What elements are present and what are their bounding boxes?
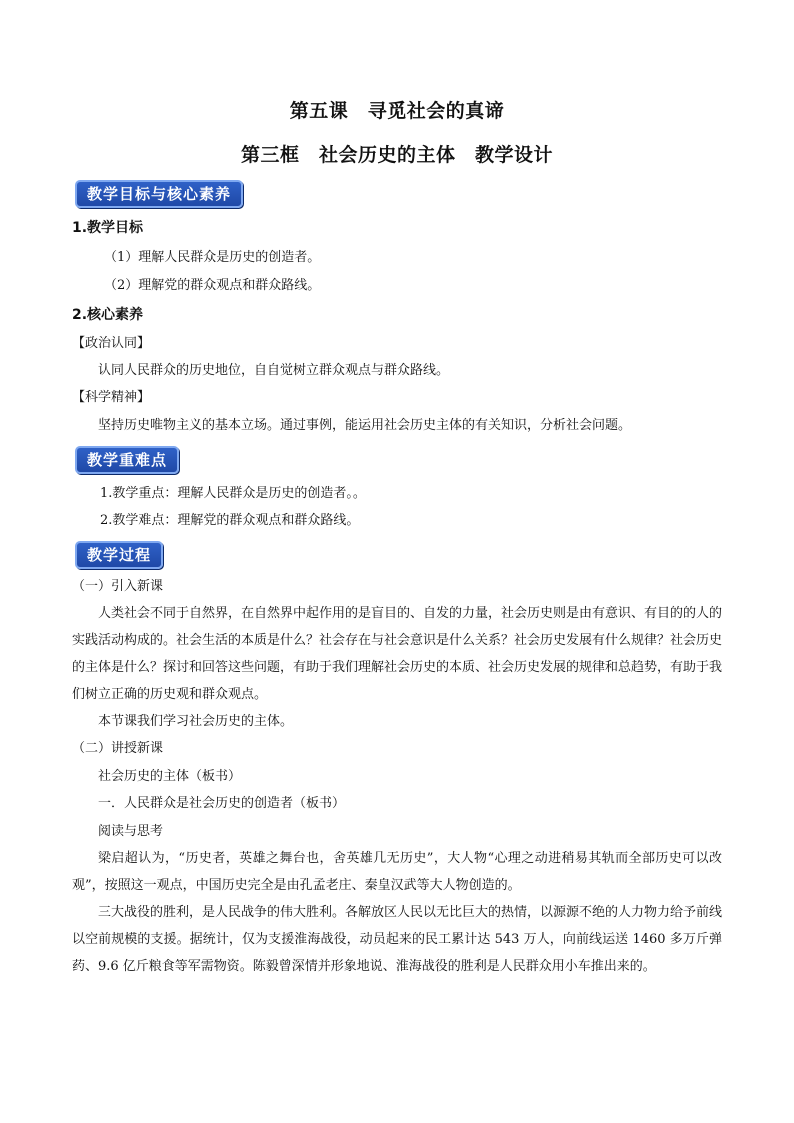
keypoint-1: 1.教学重点：理解人民群众是历史的创造者。。 [100,486,366,501]
board-title: 社会历史的主体（板书） [98,769,242,784]
political-identity-text: 认同人民群众的历史地位，自自觉树立群众观点与群众路线。 [98,363,450,378]
document-subtitle: 第三框 社会历史的主体 教学设计 [240,144,553,166]
new-lesson-heading: （二）讲授新课 [72,741,164,756]
intro-paragraph-2: 本节课我们学习社会历史的主体。 [98,714,294,729]
section-banner-process: 教学过程 [75,541,163,569]
literacy-heading: 2.核心素养 [72,307,144,323]
section-banner-keypoints: 教学重难点 [75,446,179,474]
keypoint-2: 2.教学难点：理解党的群众观点和群众路线。 [100,513,360,528]
document-title: 第五课 寻觅社会的真谛 [289,100,505,122]
goal-item-2: （2）理解党的群众观点和群众路线。 [104,278,321,293]
goals-heading: 1.教学目标 [72,220,144,236]
liang-qichao-paragraph: 梁启超认为，“历史者，英雄之舞台也，舍英雄几无历史”，大人物“心理之动进稍易其轨而全部历史可以改观”，按照这一观点，中国历史完全是由孔孟老庄、秦皇汉武等大人物创造的。 [72,851,722,893]
scientific-spirit-text: 坚持历史唯物主义的基本立场。通过事例，能运用社会历史主体的有关知识，分析社会问题。 [98,418,632,433]
political-identity-label: 【政治认同】 [72,336,151,351]
three-battles-paragraph: 三大战役的胜利，是人民战争的伟大胜利。各解放区人民以无比巨大的热情，以源源不绝的人力物力给予前线以空前规模的支援。据统计，仅为支援淮海战役，动员起来的民工累计达 543 万人，向前线运送 1460 多万斤弹药、9.6 亿斤粮食等军需物资。陈毅曾深情并形象地说、淮海战役的胜利是人民群众用小车推出来的。 [72,905,723,974]
intro-paragraph: 人类社会不同于自然界，在自然界中起作用的是盲目的、自发的力量，社会历史则是由有意识、有目的的人的实践活动构成的。社会生活的本质是什么？社会存在与社会意识是什么关系？社会历史发展有什么规律？社会历史的主体是什么？探讨和回答这些问题，有助于我们理解社会历史的本质、社会历史发展的规律和总趋势，有助于我们树立正确的历史观和群众观点。 [72,606,723,702]
intro-heading: （一）引入新课 [72,579,164,594]
reading-heading: 阅读与思考 [98,824,164,839]
board-point-1: 一．人民群众是社会历史的创造者（板书） [98,796,346,811]
goal-item-1: （1）理解人民群众是历史的创造者。 [104,250,321,265]
scientific-spirit-label: 【科学精神】 [72,390,151,405]
section-banner-goals: 教学目标与核心素养 [75,180,243,208]
